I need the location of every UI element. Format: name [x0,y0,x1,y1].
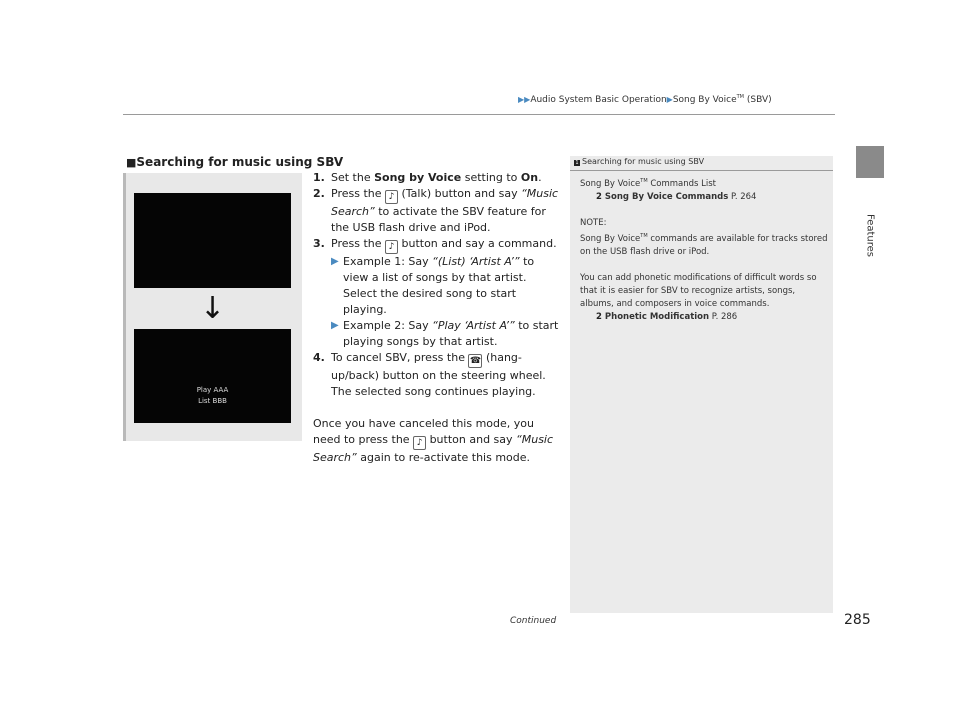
voice-command: “Music Search” [331,187,559,218]
example-text: to view a list of songs by that artist. Select the desired song to start playing. [343,255,535,316]
xref-commands[interactable] [580,191,828,204]
screen-text [134,385,291,407]
note-text: Commands List [647,178,717,189]
section-tab-marker [856,146,884,178]
step-text: To cancel SBV, press the [331,351,469,364]
screens-illustration [123,173,302,441]
closing-text: Once you have canceled this mode, you need to press the [313,417,534,446]
step-text: Set the [331,171,375,184]
voice-command: “(List) ‘Artist A’” [432,255,520,268]
breadcrumb-arrow-icon: ▶ [666,95,673,104]
note-text: Song By Voice [580,178,641,189]
note-marker-icon: 1 [575,160,579,166]
talk-button-icon: ♪ [413,436,426,450]
section-heading [126,155,343,169]
setting-value: On [520,171,539,184]
talk-button-icon: ♪ [385,190,398,204]
instruction-steps [313,170,561,466]
step-text: Press the [331,237,385,250]
step-text: to activate the SBV feature for the USB flash drive and iPod. [331,205,546,234]
voice-command: “Music Search” [313,433,554,464]
closing-text: again to re-activate this mode. [356,451,531,464]
section-heading-text: Searching for music using SBV [136,155,344,169]
example-arrow-icon: ▶ [331,256,339,267]
talk-button-icon: ♪ [385,240,398,254]
step-text: setting to [461,171,521,184]
page-number: 285 [844,612,871,628]
continued-label: Continued [510,616,557,626]
note-text: commands are available for tracks stored on the USB flash drive or iPod. [580,233,828,257]
xref-label[interactable]: Phonetic Modification [604,311,710,322]
step-number: 1. [313,171,325,184]
step-1 [313,170,561,186]
screen-before [134,193,291,288]
phonetic-paragraph: You can add phonetic modifications of difficult words so that it is easier for SBV to recognize artists, songs, albums, and composers in voice commands. [580,272,817,309]
example-text: Example 1: Say [343,255,433,268]
breadcrumb-suffix: (SBV) [744,95,772,105]
setting-name: Song by Voice [374,171,462,184]
note-text: Song By Voice [580,233,641,244]
step-2 [313,186,561,236]
screen-after [134,329,291,423]
sidebar-note [570,156,833,613]
step-number: 4. [313,351,325,364]
breadcrumb-item-sbv[interactable]: Song By Voice [672,95,737,105]
example-arrow-icon: ▶ [331,320,339,331]
note-title-text: Searching for music using SBV [582,157,705,166]
step-text: button and say a command. [398,237,557,250]
note-label: NOTE: [580,217,607,228]
screen-line-play: Play AAA [196,386,229,394]
page-reference-icon: 2 [596,191,602,202]
voice-command: “Play ‘Artist A’” [432,319,515,332]
square-bullet-icon: ■ [126,156,137,169]
breadcrumb [518,94,772,105]
example-text: to start playing songs by that artist. [343,319,559,348]
xref-label[interactable]: Song By Voice Commands [604,191,729,202]
section-tab-label: Features [864,214,876,257]
trademark-mark: TM [640,232,648,239]
example-2 [313,318,561,350]
xref-page: P. 286 [709,311,738,322]
step-text: . [538,171,542,184]
note-title [574,157,704,166]
xref-phonetic[interactable] [580,311,828,324]
step-text: Press the [331,187,385,200]
step-text: (Talk) button and say [398,187,522,200]
note-commands-line [580,175,828,191]
step-number: 2. [313,187,325,200]
closing-paragraph [313,416,561,466]
trademark-mark: TM [736,94,744,100]
breadcrumb-item-audio[interactable]: Audio System Basic Operation [530,95,667,105]
step-4 [313,350,561,400]
closing-text: button and say [426,433,517,446]
step-number: 3. [313,237,325,250]
trademark-mark: TM [640,178,648,184]
step-3 [313,236,561,254]
note-divider [570,170,833,171]
example-text: Example 2: Say [343,319,433,332]
page-reference-icon: 2 [596,311,602,322]
down-arrow-icon: ↓ [199,291,226,326]
screen-line-list: List BBB [198,397,227,405]
note-paragraph [580,230,828,259]
xref-page: P. 264 [728,191,757,202]
header-divider [123,114,835,115]
step-text: (hang-up/back) button on the steering wheel. The selected song continues playing. [331,351,546,398]
example-1 [313,254,561,318]
note-content [580,175,828,324]
hang-up-button-icon: ☎ [469,356,482,366]
breadcrumb-arrow-icon: ▶▶ [518,95,531,104]
